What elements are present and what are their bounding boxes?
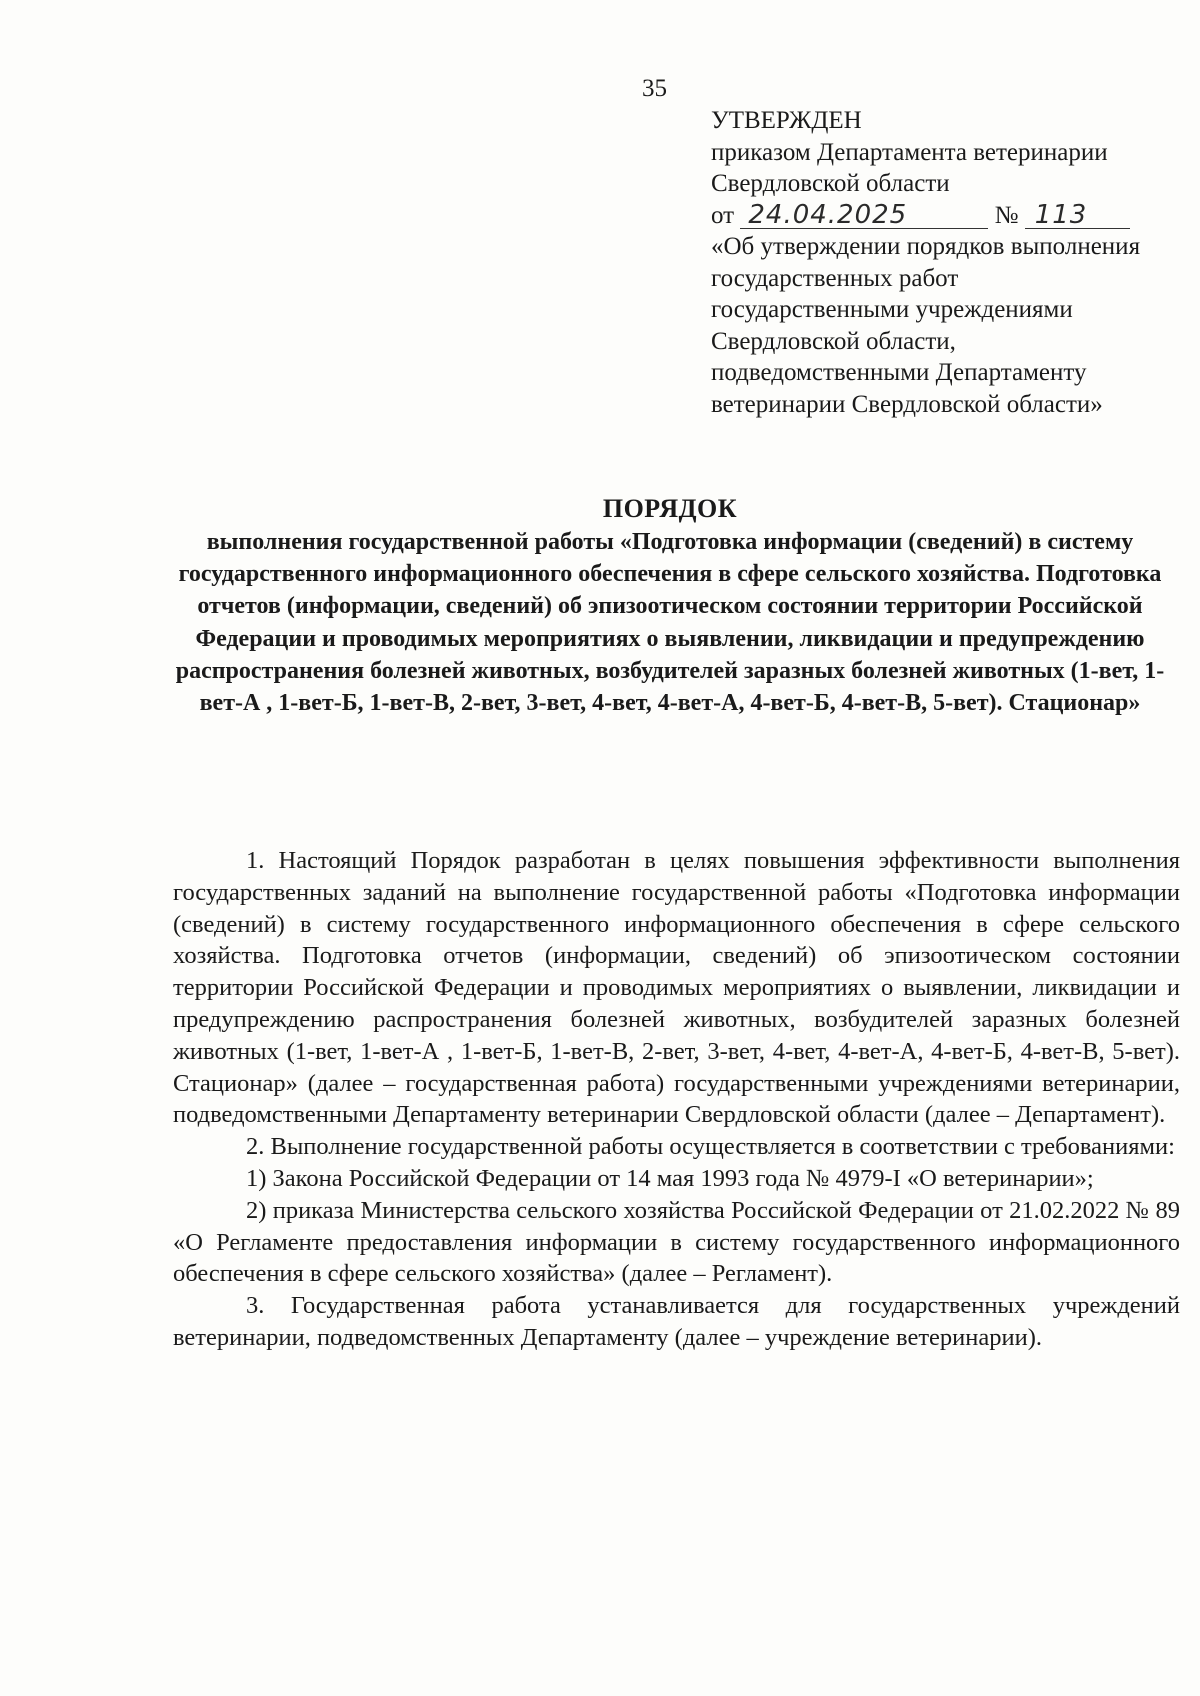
date-prefix: от — [711, 201, 735, 229]
approval-heading: УТВЕРЖДЕН — [711, 107, 862, 134]
approval-order-title: «Об утверждении порядков выполнения государственных работ государственными учреждениями Свердловской области, подведомственными Департаменту ветеринарии Свердловской области» — [711, 233, 1141, 418]
title-subtitle: выполнения государственной работы «Подготовка информации (сведений) в систему государственного информационного обеспечения в сфере сельского хозяйства. Подготовка отчетов (информации, сведений) об эпизоотическом состоянии территории Российской Федерации и проводимых мероприятиях о выявлении, ликвидации и предупреждению распространения болезней животных, возбудителей заразных болезней животных (1-вет, 1-вет-А , 1-вет-Б, 1-вет-В, 2-вет, 3-вет, 4-вет, 4-вет-А, 4-вет-Б, 4-вет-В, 5-вет). Стационар» — [175, 529, 1165, 717]
approval-line-2: Свердловской области — [711, 170, 950, 197]
paragraph-2-item-1: 1) Закона Российской Федерации от 14 мая 1993 года № 4979-I «О ветеринарии»; — [246, 1164, 1094, 1192]
handwritten-number: 113 — [1025, 202, 1130, 229]
paragraph-2-item-2: 2) приказа Министерства сельского хозяйства Российской Федерации от 21.02.2022 № 89 «О Регламенте предоставления информации в систему государственного информационного обеспечения в сфере сельского хозяйства» (далее – Регламент). — [173, 1196, 1180, 1288]
paragraph-2: 2. Выполнение государственной работы осуществляется в соответствии с требованиями: — [246, 1133, 1175, 1161]
page-number: 35 — [642, 75, 667, 102]
approval-line-1: приказом Департамента ветеринарии — [711, 138, 1108, 166]
number-label: № — [994, 201, 1019, 229]
paragraph-3: 3. Государственная работа устанавливается для государственных учреждений ветеринарии, подведомственных Департаменту (далее – учреждение ветеринарии). — [173, 1292, 1180, 1351]
approval-block — [711, 105, 1181, 420]
document-title — [160, 492, 1180, 719]
title-main: ПОРЯДОК — [602, 494, 738, 523]
approval-date-line — [711, 200, 1181, 232]
body-text — [173, 845, 1180, 1354]
paragraph-1: 1. Настоящий Порядок разработан в целях повышения эффективности выполнения государственных заданий на выполнение государственной работы «Подготовка информации (сведений) в систему государственного информационного обеспечения в сфере сельского хозяйства. Подготовка отчетов (информации, сведений) об эпизоотическом состоянии территории Российской Федерации и проводимых мероприятиях о выявлении, ликвидации и предупреждению распространения болезней животных, возбудителей заразных болезней животных (1-вет, 1-вет-А , 1-вет-Б, 1-вет-В, 2-вет, 3-вет, 4-вет, 4-вет-А, 4-вет-Б, 4-вет-В, 5-вет). Стационар» (далее – государственная работа) государственными учреждениями ветеринарии, подведомственными Департаменту ветеринарии Свердловской области (далее – Департамент). — [173, 847, 1180, 1129]
handwritten-date: 24.04.2025 — [740, 202, 988, 229]
